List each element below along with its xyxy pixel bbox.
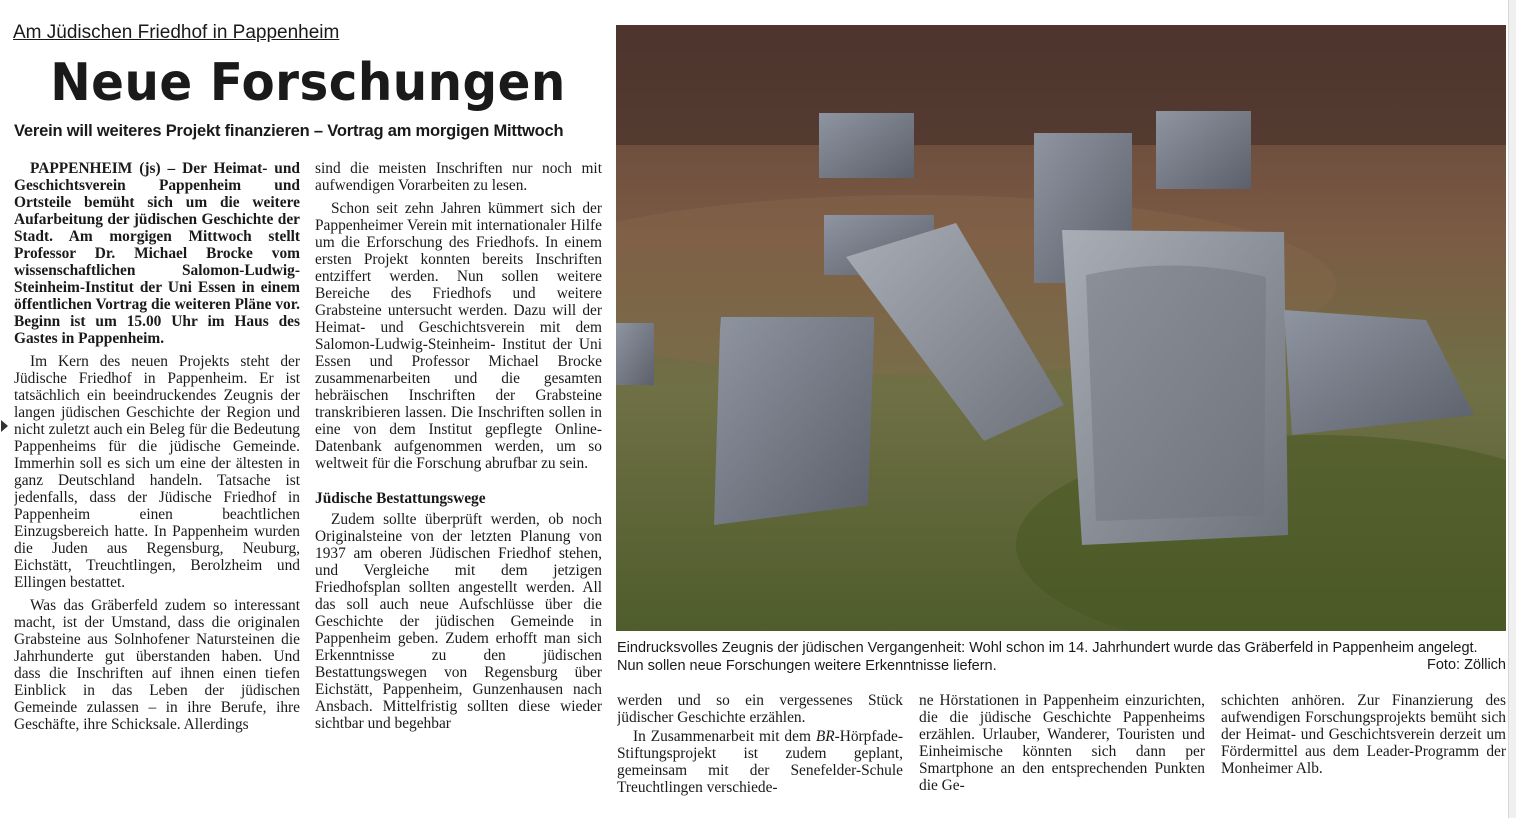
- section-heading: Jüdische Bestattungswege: [315, 490, 486, 507]
- body-paragraph: ne Hörstationen in Pappenheim einzurichten, die die jüdische Geschichte Pappenheims erzählen. Urlauber, Wanderer, Touristen und Einheimische könnten sich dann per Smartphone an den entsprechenden Punkten die Ge-: [919, 692, 1205, 794]
- lead-paragraph: PAPPENHEIM (js) – Der Heimat- und Geschichtsverein Pappenheim und Ortsteile bemüht sich um die weitere Aufarbeitung der jüdischen Geschichte der Stadt. Am morgigen Mittwoch stellt Professor Dr. Michael Brocke vom wissenschaftlichen Salomon-Ludwig-Steinheim-Institut der Uni Essen in einem öffentlichen Vortrag die weiteren Pläne vor. Beginn ist um 15.00 Uhr im Haus des Gastes in Pappenheim.: [14, 160, 300, 347]
- body-paragraph: Zudem sollte überprüft werden, ob noch Originalsteine von der letzten Planung von 1937 am oberen Jüdischen Friedhof stehen, und Vergleiche mit dem jetzigen Friedhofsplan sollten angestellt werden. All das soll auch neue Aufschlüsse über die Geschichte der jüdischen Gemeinde in Pappenheim geben. Zudem erhofft man sich Erkenntnisse zu den jüdischen Bestattungswegen von Regensburg über Eichstätt, Pappenheim, Gunzenhausen nach Ansbach. Mittelfristig sollten diese wieder sichtbar und begehbar: [315, 511, 602, 732]
- body-paragraph: Was das Gräberfeld zudem so interessant macht, ist der Umstand, dass die originalen Grabsteine aus Solnhofener Natursteinen die Jahrhunderte gut überstanden haben. Und dass die Inschriften auf ihnen einen tiefen Einblick in das Leben der jüdischen Gemeinde zulassen – in ihre Berufe, ihre Geschäfte, ihre Schicksale. Allerdings: [14, 597, 300, 733]
- article-headline: Neue Forschungen: [50, 53, 566, 113]
- article-column-2: [315, 160, 602, 800]
- body-paragraph: werden und so ein vergessenes Stück jüdischer Geschichte erzählen.: [617, 692, 903, 726]
- arrow-marker-icon: [1, 420, 8, 432]
- article-column-4: [919, 692, 1205, 802]
- body-paragraph: Schon seit zehn Jahren kümmert sich der Pappenheimer Verein mit internationaler Hilfe um die Erforschung des Friedhofs. In einem ersten Projekt konnten bereits Inschriften entziffert werden. Nun sollen weitere Bereiche des Friedhofs und weitere Grabsteine untersucht werden. Dazu will der Heimat- und Geschichtsverein mit dem Salomon-Ludwig-Steinheim- Institut der Uni Essen und Professor Michael Brocke zusammenarbeiten und die gesamten hebräischen Inschriften der Grabsteine transkribieren lassen. Die Inschriften sollen in eine von dem Institut gepflegte Online-Datenbank aufgenommen werden, um so weltweit für die Forschung abrufbar zu sein.: [315, 200, 602, 472]
- body-paragraph: schichten anhören. Zur Finanzierung des aufwendigen Forschungsprojekts bemüht sich der Heimat- und Geschichtsverein derzeit um Fördermittel aus dem Leader-Programm der Monheimer Alb.: [1221, 692, 1506, 777]
- article-column-5: [1221, 692, 1506, 802]
- scrollbar[interactable]: [1508, 0, 1516, 818]
- body-text: In Zusammenarbeit mit dem: [633, 728, 816, 745]
- article-column-1: [14, 160, 300, 800]
- body-paragraph: Im Kern des neuen Projekts steht der Jüdische Friedhof in Pappenheim. Er ist tatsächlich ein beeindruckendes Zeugnis der langen jüdischen Geschichte der Region und nicht zuletzt auch ein Beleg für die Bedeutung Pappenheims für die jüdische Gemeinde. Immerhin soll es sich um eine der ältesten in ganz Deutschland handeln. Tatsache ist jedenfalls, dass der Jüdische Friedhof in Pappenheim einen beachtlichen Einzugsbereich hatte. In Pappenheim wurden die Juden aus Regensburg, Neuburg, Eichstätt, Treuchtlingen, Berolzheim und Ellingen bestattet.: [14, 353, 300, 591]
- body-text-italic: BR: [815, 728, 835, 745]
- body-paragraph: sind die meisten Inschriften nur noch mit aufwendigen Vorarbeiten zu lesen.: [315, 160, 602, 194]
- cemetery-photo: [616, 25, 1506, 631]
- article-subhead: Verein will weiteres Projekt finanzieren – Vortrag am morgigen Mittwoch: [14, 122, 564, 140]
- photo-caption: Eindrucksvolles Zeugnis der jüdischen Vergangenheit: Wohl schon im 14. Jahrhundert wurde das Gräberfeld in Pappenheim angelegt. Nun sollen neue Forschungen weitere Erkenntnisse liefern.: [617, 640, 1478, 674]
- article-column-3: [617, 692, 903, 802]
- body-paragraph: [617, 728, 903, 796]
- photo-credit: Foto: Zöllich: [1427, 657, 1506, 673]
- body-text: -Hörpfade-Stiftungsprojekt ist zudem geplant, gemeinsam mit der Senefelder-Schule Treuchtlingen verschiede-: [617, 728, 903, 796]
- gravestones-illustration: [616, 25, 1506, 631]
- article-kicker: Am Jüdischen Friedhof in Pappenheim: [13, 22, 340, 43]
